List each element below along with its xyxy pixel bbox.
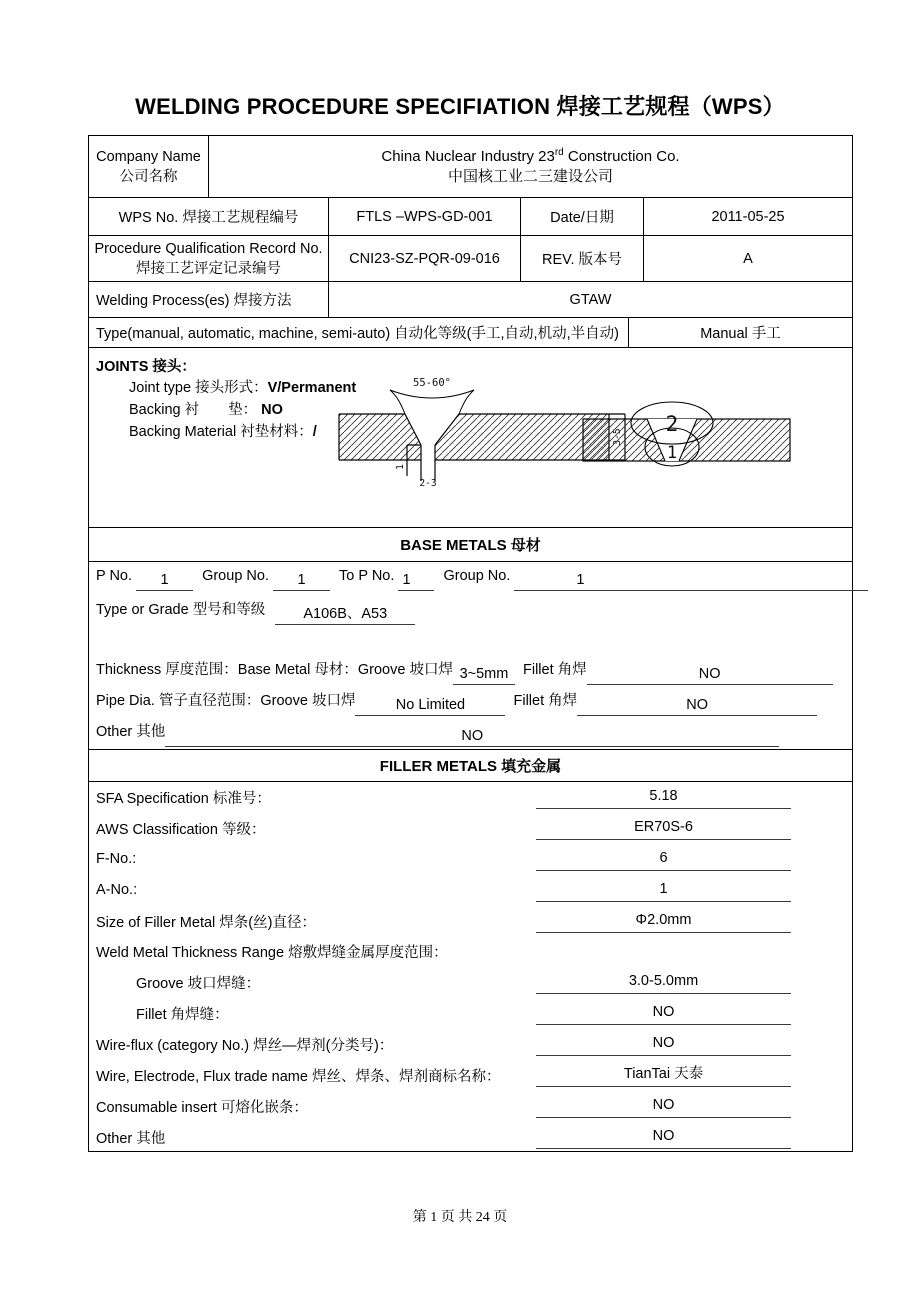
to-p-no-field: 1 xyxy=(398,572,434,591)
fm-sfa-field: 5.18 xyxy=(536,786,791,809)
group-no2-field: 1 xyxy=(514,572,868,591)
fm-row-fillet: Fillet 角焊缝： NO xyxy=(89,998,852,1029)
fm-row-wire-flux: Wire-flux (category No.) 焊丝—焊剂(分类号)： NO xyxy=(89,1029,852,1060)
type-value: Manual 手工 xyxy=(700,326,781,342)
company-name-zh: 中国核工业二三建设公司 xyxy=(447,167,613,185)
welding-process-row xyxy=(89,282,852,318)
p-no-line: P No. 1 Group No. 1 To P No. 1 Group No. 1 xyxy=(96,568,868,590)
fm-row-fno: F-No.: 6 xyxy=(89,844,852,875)
root-face-dim-label: 1 xyxy=(395,464,406,470)
fm-consumable-field: NO xyxy=(536,1095,791,1118)
bm-other-field: NO xyxy=(165,728,779,747)
company-value-cell xyxy=(209,136,852,197)
type-grade-field: A106B、A53 xyxy=(275,606,415,625)
fm-row-groove: Groove 坡口焊缝： 3.0-5.0mm xyxy=(89,967,852,998)
fm-row-aws: AWS Classification 等级： ER70S-6 xyxy=(89,813,852,844)
company-label-en: Company Name xyxy=(96,148,201,165)
p-no-field: 1 xyxy=(136,572,193,591)
root-gap-dim-label: 2-3 xyxy=(419,478,437,488)
thickness-groove-field: 3~5mm xyxy=(453,666,515,685)
pipe-fillet-field: NO xyxy=(577,697,817,716)
joints-section xyxy=(89,348,852,528)
base-metals-section xyxy=(89,562,852,750)
wps-form-table xyxy=(88,135,853,1152)
fm-fillet-field: NO xyxy=(536,1002,791,1025)
pqr-value: CNI23-SZ-PQR-09-016 xyxy=(329,236,521,281)
company-row xyxy=(89,136,852,198)
thickness-fillet-field: NO xyxy=(587,666,833,685)
company-label-cell xyxy=(89,136,209,197)
fm-row-weld-thickness-range: Weld Metal Thickness Range 熔敷焊缝金属厚度范围： xyxy=(96,945,448,962)
backing-value: NO xyxy=(261,402,283,418)
wps-no-value: FTLS –WPS-GD-001 xyxy=(329,198,521,235)
welding-process-value: GTAW xyxy=(569,291,612,308)
fm-groove-field: 3.0-5.0mm xyxy=(536,971,791,994)
fm-row-sfa: SFA Specification 标准号： 5.18 xyxy=(89,782,852,813)
wps-no-row xyxy=(89,198,852,236)
filler-metals-header: FILLER METALS 填充金属 xyxy=(89,750,852,782)
joint-type-value: V/Permanent xyxy=(267,380,357,396)
date-value: 2011-05-25 xyxy=(711,208,785,225)
document-title: WELDING PROCEDURE SPECIFIATION 焊接工艺规程（WPS） xyxy=(135,94,785,119)
filler-metals-section xyxy=(89,782,852,1153)
joint-type-line: Joint type 接头形式：V/Permanent xyxy=(129,380,357,396)
fm-fno-field: 6 xyxy=(536,848,791,871)
fm-ano-field: 1 xyxy=(536,879,791,902)
page-number-footer: 第 1 页 共 24 页 xyxy=(412,1210,508,1225)
fm-filler-size-field: Φ2.0mm xyxy=(536,910,791,933)
backing-material-value: / xyxy=(312,424,317,440)
pqr-row xyxy=(89,236,852,282)
fm-aws-field: ER70S-6 xyxy=(536,817,791,840)
base-metals-header: BASE METALS 母材 xyxy=(89,528,852,562)
welding-process-label: Welding Process(es) 焊接方法 xyxy=(89,282,329,317)
wps-no-label: WPS No. 焊接工艺规程编号 xyxy=(89,198,329,235)
backing-material-line: Backing Material 衬垫材料：/ xyxy=(129,424,317,440)
pqr-label: Procedure Qualification Record No. 焊接工艺评定记录编号 xyxy=(89,236,329,281)
weld-pass-diagram xyxy=(579,395,794,473)
fm-row-other: Other 其他 NO xyxy=(89,1122,852,1153)
type-row xyxy=(89,318,852,348)
pipe-groove-field: No Limited xyxy=(355,697,505,716)
thickness-line: Thickness 厚度范围：Base Metal 母材：Groove 坡口焊 3~5mm Fillet 角焊 NO xyxy=(96,658,833,680)
company-label-zh: 公司名称 xyxy=(119,168,178,185)
bm-other-line: Other 其他 NO xyxy=(96,720,779,742)
fm-row-filler-size: Size of Filler Metal 焊条(丝)直径： Φ2.0mm xyxy=(89,906,852,937)
type-grade-line: Type or Grade 型号和等级 A106B、A53 xyxy=(96,598,415,620)
group-no-field: 1 xyxy=(273,572,330,591)
date-label: Date/日期 xyxy=(521,198,644,235)
pipe-dia-line: Pipe Dia. 管子直径范围：Groove 坡口焊 No Limited Fillet 角焊 NO xyxy=(96,689,817,711)
fm-row-consumable-insert: Consumable insert 可熔化嵌条： NO xyxy=(89,1091,852,1122)
fm-trade-name-field: TianTai 天泰 xyxy=(536,1064,791,1087)
rev-label: REV. 版本号 xyxy=(521,236,644,281)
company-name-en: China Nuclear Industry 23rd Construction Co. xyxy=(381,146,680,165)
fm-row-trade-name: Wire, Electrode, Flux trade name 焊丝、焊条、焊剂商标名称： TianTai 天泰 xyxy=(89,1060,852,1091)
pass-2-label: 2 xyxy=(665,412,679,436)
type-label: Type(manual, automatic, machine, semi-auto) 自动化等级(手工,自动,机动,半自动) xyxy=(89,318,629,347)
rev-value: A xyxy=(743,250,753,267)
groove-angle-label: 55-60° xyxy=(413,377,451,389)
backing-line: Backing 衬 垫： NO xyxy=(129,402,283,418)
pass-1-label: 1 xyxy=(666,443,678,463)
fm-wire-flux-field: NO xyxy=(536,1033,791,1056)
fm-other-field: NO xyxy=(536,1126,791,1149)
joints-heading: JOINTS 接头： xyxy=(96,359,196,375)
fm-row-ano: A-No.: 1 xyxy=(89,875,852,906)
